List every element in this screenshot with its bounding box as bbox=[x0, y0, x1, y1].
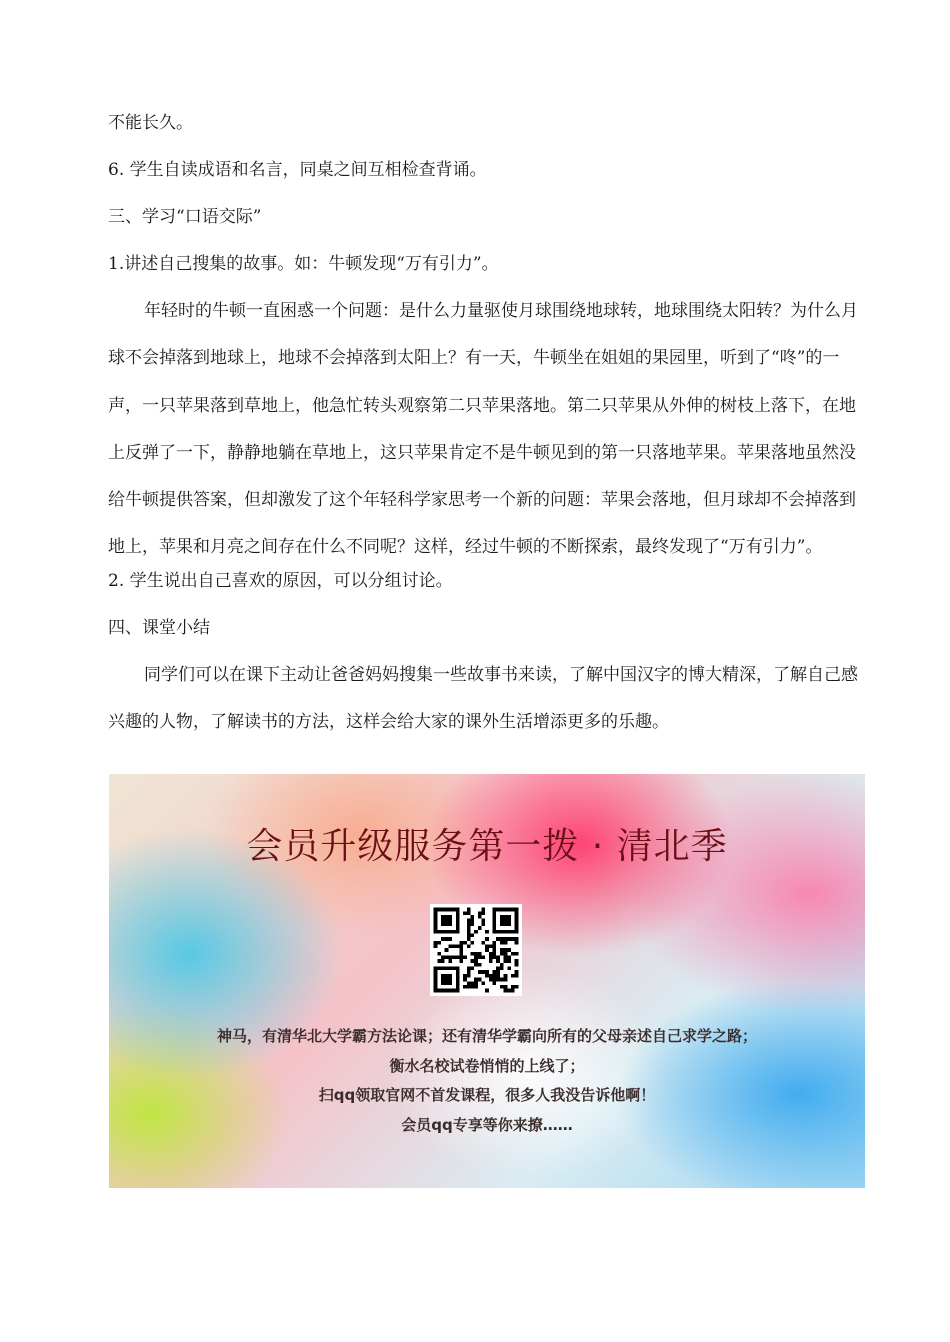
section-3-heading: 三、学习“口语交际” bbox=[108, 207, 262, 227]
banner-line: 衡水名校试卷悄悄的上线了； bbox=[389, 1056, 585, 1075]
newton-story-paragraph: 年轻时的牛顿一直困惑一个问题：是什么力量驱使月球围绕地球转，地球围绕太阳转？为什么月球不会掉落到地球上，地球不会掉落到太阳上？有一天，牛顿坐在姐姐的果园里，听到了“咚”的一声，一只苹果落到草地上，他急忙转头观察第二只苹果落地。第二只苹果从外伸的树枝上落下，在地上反弹了一下，静静地躺在草地上，这只苹果肯定不是牛顿见到的第一只落地苹果。苹果落地虽然没给牛顿提供答案，但却激发了这个年轻科学家思考一个新的问题：苹果会落地，但月球却不会掉落到地上，苹果和月亮之间存在什么不同呢？这样，经过牛顿的不断探索，最终发现了“万有引力”。 bbox=[108, 301, 858, 558]
lesson-text bbox=[108, 112, 868, 746]
text-line: 不能长久。 bbox=[108, 113, 193, 133]
banner-line: 神马，有清华北大学霸方法论课；还有清华学霸向所有的父母亲述自己求学之路； bbox=[216, 1027, 757, 1045]
step-6-line: 6. 学生自读成语和名言，同桌之间互相检查背诵。 bbox=[108, 160, 487, 180]
step-1-line: 1.讲述自己搜集的故事。如：牛顿发现“万有引力”。 bbox=[108, 254, 499, 274]
banner-line: 会员qq专享等你来撩…… bbox=[401, 1115, 573, 1134]
summary-paragraph: 同学们可以在课下主动让爸爸妈妈搜集一些故事书来读，了解中国汉字的博大精深，了解自己感兴趣的人物，了解读书的方法，这样会给大家的课外生活增添更多的乐趣。 bbox=[108, 664, 858, 733]
section-4-heading: 四、课堂小结 bbox=[108, 617, 210, 638]
banner-promo-text bbox=[109, 1022, 865, 1140]
banner-line: 扫qq领取官网不首发课程，很多人我没告诉他啊！ bbox=[318, 1086, 656, 1104]
qr-code-icon[interactable] bbox=[430, 904, 522, 996]
membership-banner[interactable] bbox=[109, 774, 865, 1188]
banner-title: 会员升级服务第一拨 · 清北季 bbox=[246, 826, 728, 867]
step-2-line: 2. 学生说出自己喜欢的原因，可以分组讨论。 bbox=[108, 570, 453, 591]
